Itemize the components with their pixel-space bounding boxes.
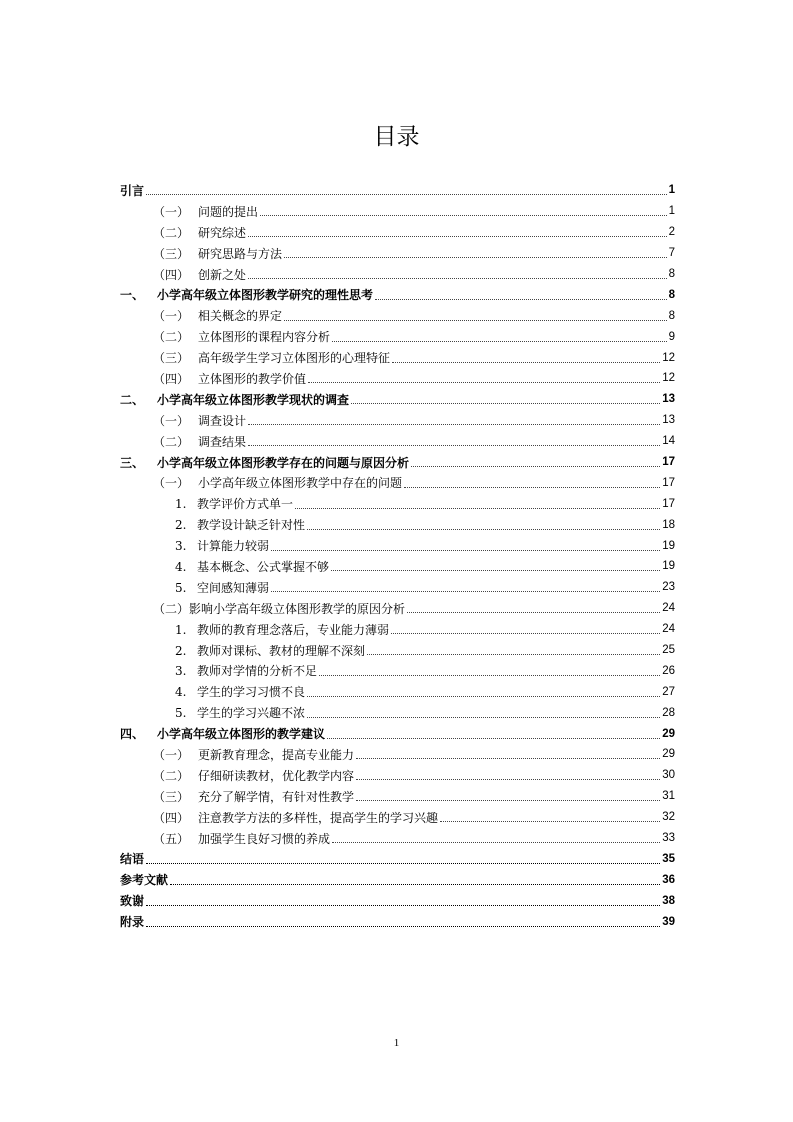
toc-entry-text: 立体图形的课程内容分析 bbox=[198, 330, 331, 345]
toc-entry-text: 加强学生良好习惯的养成 bbox=[198, 831, 331, 846]
toc-entry-text: 研究综述 bbox=[198, 225, 247, 240]
dot-leader bbox=[146, 862, 660, 864]
toc-entry-label bbox=[153, 474, 402, 491]
toc-entry-text: 学生的学习兴趣不浓 bbox=[197, 706, 306, 721]
toc-entry-label bbox=[120, 850, 144, 867]
toc-entry-number: 5. bbox=[175, 580, 187, 595]
toc-entry-label bbox=[153, 245, 282, 262]
toc-entry-page: 12 bbox=[662, 372, 675, 385]
toc-entry[interactable] bbox=[120, 514, 675, 535]
dot-leader bbox=[332, 340, 667, 342]
toc-entry-text: 教师的教育理念落后，专业能力薄弱 bbox=[197, 622, 390, 637]
toc-entry[interactable] bbox=[120, 577, 675, 598]
toc-entry-text: 影响小学高年级立体图形教学的原因分析 bbox=[189, 601, 406, 616]
dot-leader bbox=[284, 256, 667, 258]
toc-entry-text: 学生的学习习惯不良 bbox=[197, 685, 306, 700]
toc-entry-label bbox=[153, 328, 330, 345]
toc-entry-label bbox=[153, 746, 354, 763]
toc-entry[interactable] bbox=[120, 660, 675, 681]
toc-entry-page: 33 bbox=[662, 832, 675, 845]
toc-entry-text: 高年级学生学习立体图形的心理特征 bbox=[198, 351, 391, 366]
toc-entry-page: 32 bbox=[662, 811, 675, 824]
toc-entry-text: 结语 bbox=[120, 852, 145, 867]
toc-entry[interactable] bbox=[120, 452, 675, 473]
toc-entry-label bbox=[120, 286, 373, 303]
dot-leader bbox=[440, 820, 660, 822]
toc-entry-page: 39 bbox=[662, 915, 675, 928]
toc-entry-text: 立体图形的教学价值 bbox=[198, 371, 307, 386]
toc-entry-label bbox=[175, 495, 293, 512]
toc-entry-number: （二） bbox=[153, 225, 190, 240]
toc-entry[interactable] bbox=[120, 493, 675, 514]
toc-entry-label bbox=[153, 788, 354, 805]
toc-entry-text: 教学设计缺乏针对性 bbox=[197, 518, 306, 533]
toc-entry-page: 24 bbox=[662, 623, 675, 636]
toc-entry-label bbox=[175, 516, 305, 533]
toc-entry-page: 17 bbox=[662, 497, 675, 510]
toc-entry-number: （四） bbox=[153, 267, 190, 282]
toc-entry[interactable] bbox=[120, 326, 675, 347]
toc-entry[interactable] bbox=[120, 201, 675, 222]
toc-entry-page: 9 bbox=[668, 330, 675, 343]
toc-entry-page: 14 bbox=[662, 435, 675, 448]
toc-entry-text: 充分了解学情，有针对性教学 bbox=[198, 789, 355, 804]
toc-entry-text: 研究思路与方法 bbox=[198, 246, 283, 261]
toc-entry-number: （四） bbox=[153, 810, 190, 825]
toc-entry-label bbox=[175, 558, 329, 575]
toc-entry-label bbox=[120, 892, 144, 909]
toc-entry-text: 调查结果 bbox=[198, 434, 247, 449]
toc-entry-text: 计算能力较弱 bbox=[197, 539, 270, 554]
dot-leader bbox=[248, 444, 660, 446]
toc-entry-number: 3. bbox=[175, 539, 187, 554]
toc-entry-number: （五） bbox=[153, 831, 190, 846]
toc-entry[interactable] bbox=[120, 305, 675, 326]
dot-leader bbox=[308, 381, 660, 383]
toc-entry-page: 30 bbox=[662, 769, 675, 782]
toc-entry-page: 13 bbox=[662, 393, 675, 406]
toc-entry-number: （二） bbox=[153, 330, 190, 345]
toc-entry-text: 小学高年级立体图形的教学建议 bbox=[157, 727, 326, 742]
toc-entry[interactable] bbox=[120, 849, 675, 870]
dot-leader bbox=[307, 695, 660, 697]
toc-entry[interactable] bbox=[120, 702, 675, 723]
toc-entry-label bbox=[120, 391, 349, 408]
toc-entry[interactable] bbox=[120, 828, 675, 849]
dot-leader bbox=[331, 569, 660, 571]
toc-entry-number: （四） bbox=[153, 371, 190, 386]
toc-entry-number: （一） bbox=[153, 476, 190, 491]
toc-entry-text: 致谢 bbox=[120, 894, 145, 909]
toc-entry[interactable] bbox=[120, 347, 675, 368]
toc-entry-page: 13 bbox=[662, 414, 675, 427]
toc-entry[interactable] bbox=[120, 869, 675, 890]
toc-entry-text: 相关概念的界定 bbox=[198, 309, 283, 324]
toc-entry-label bbox=[153, 412, 246, 429]
toc-entry-text: 引言 bbox=[120, 183, 145, 198]
toc-entry-text: 仔细研读教材，优化教学内容 bbox=[198, 768, 355, 783]
toc-entry-label bbox=[153, 767, 354, 784]
toc-entry-page: 24 bbox=[662, 602, 675, 615]
toc-entry-number: （三） bbox=[153, 246, 190, 261]
toc-entry-page: 29 bbox=[662, 748, 675, 761]
toc-entry[interactable] bbox=[120, 744, 675, 765]
toc-entry-label bbox=[153, 370, 306, 387]
toc-entry-label bbox=[153, 349, 390, 366]
toc-entry[interactable] bbox=[120, 410, 675, 431]
dot-leader bbox=[407, 611, 660, 613]
page-number: 1 bbox=[393, 1037, 400, 1049]
toc-entry-label bbox=[120, 182, 144, 199]
toc-entry-number: （二） bbox=[153, 768, 190, 783]
dot-leader bbox=[411, 465, 660, 467]
dot-leader bbox=[260, 214, 667, 216]
toc-entry-label bbox=[175, 642, 365, 659]
toc-entry[interactable] bbox=[120, 243, 675, 264]
dot-leader bbox=[356, 778, 660, 780]
toc-entry-page: 31 bbox=[662, 790, 675, 803]
toc-entry-number: （二） bbox=[153, 434, 190, 449]
toc-entry-label bbox=[153, 266, 246, 283]
dot-leader bbox=[146, 925, 660, 927]
toc-entry-label bbox=[175, 579, 269, 596]
toc-entry-text: 参考文献 bbox=[120, 873, 169, 888]
toc-entry[interactable] bbox=[120, 786, 675, 807]
toc-entry-number: 一、 bbox=[120, 288, 145, 303]
toc-entry-text: 空间感知薄弱 bbox=[197, 580, 270, 595]
toc-entry-page: 38 bbox=[662, 894, 675, 907]
toc-entry-text: 调查设计 bbox=[198, 413, 247, 428]
toc-entry-page: 23 bbox=[662, 581, 675, 594]
dot-leader bbox=[356, 799, 660, 801]
dot-leader bbox=[327, 737, 660, 739]
toc-entry-page: 19 bbox=[662, 539, 675, 552]
toc-entry-number: 2. bbox=[175, 518, 187, 533]
dot-leader bbox=[146, 904, 660, 906]
toc-entry[interactable] bbox=[120, 556, 675, 577]
toc-entry-label bbox=[175, 683, 305, 700]
toc-entry-label bbox=[175, 537, 269, 554]
toc-entry-number: 4. bbox=[175, 559, 187, 574]
toc-entry-label bbox=[175, 704, 305, 721]
toc-entry-page: 1 bbox=[668, 184, 675, 197]
toc-entry-number: （一） bbox=[153, 747, 190, 762]
dot-leader bbox=[248, 423, 660, 425]
dot-leader bbox=[271, 549, 660, 551]
toc-entry-page: 25 bbox=[662, 644, 675, 657]
toc-entry-text: 创新之处 bbox=[198, 267, 247, 282]
toc-entry-page: 26 bbox=[662, 664, 675, 677]
toc-entry[interactable] bbox=[120, 890, 675, 911]
toc-entry-text: 小学高年级立体图形教学中存在的问题 bbox=[198, 476, 403, 491]
toc-entry-page: 2 bbox=[668, 226, 675, 239]
dot-leader bbox=[351, 402, 660, 404]
dot-leader bbox=[271, 590, 660, 592]
toc-entry[interactable] bbox=[120, 264, 675, 285]
toc-entry-number: （三） bbox=[153, 789, 190, 804]
toc-entry[interactable] bbox=[120, 431, 675, 452]
toc-entry-text: 基本概念、公式掌握不够 bbox=[197, 559, 330, 574]
toc-entry-label bbox=[153, 809, 438, 826]
toc-entry[interactable] bbox=[120, 911, 675, 932]
toc-entry[interactable] bbox=[120, 681, 675, 702]
toc-entry[interactable] bbox=[120, 765, 675, 786]
toc-entry-text: 教师对学情的分析不足 bbox=[197, 664, 318, 679]
dot-leader bbox=[391, 632, 660, 634]
toc-entry[interactable] bbox=[120, 535, 675, 556]
toc-entry-label bbox=[120, 454, 409, 471]
toc-entry-label bbox=[153, 830, 330, 847]
toc-entry-page: 17 bbox=[662, 456, 675, 469]
toc-entry-label bbox=[153, 600, 405, 617]
toc-entry-text: 小学高年级立体图形教学存在的问题与原因分析 bbox=[157, 455, 410, 470]
dot-leader bbox=[146, 193, 667, 195]
dot-leader bbox=[170, 883, 660, 885]
toc-entry[interactable] bbox=[120, 284, 675, 305]
toc-entry-page: 12 bbox=[662, 351, 675, 364]
toc-entry-text: 小学高年级立体图形教学研究的理性思考 bbox=[157, 288, 374, 303]
toc-entry-number: 5. bbox=[175, 706, 187, 721]
dot-leader bbox=[375, 298, 667, 300]
dot-leader bbox=[307, 528, 660, 530]
toc-entry-text: 教学评价方式单一 bbox=[197, 497, 294, 512]
toc-entry-label bbox=[153, 203, 258, 220]
toc-entry-page: 8 bbox=[668, 268, 675, 280]
toc-entry-text: 教师对课标、教材的理解不深刻 bbox=[197, 643, 366, 658]
toc-entry[interactable] bbox=[120, 368, 675, 389]
toc-entry-page: 18 bbox=[662, 518, 675, 531]
toc-entry[interactable] bbox=[120, 180, 675, 201]
toc-entry-page: 29 bbox=[662, 727, 675, 740]
toc-entry-number: 1. bbox=[175, 622, 187, 637]
toc-entry-text: 小学高年级立体图形教学现状的调查 bbox=[157, 392, 350, 407]
toc-entry-page: 36 bbox=[662, 873, 675, 886]
toc-entry-label bbox=[175, 662, 317, 679]
toc-entry-number: （二） bbox=[153, 601, 190, 616]
toc-entry-label bbox=[153, 307, 282, 324]
toc-entry[interactable] bbox=[120, 389, 675, 410]
toc-entry-label bbox=[153, 433, 246, 450]
toc-entry[interactable] bbox=[120, 723, 675, 744]
toc-entry[interactable] bbox=[120, 472, 675, 493]
dot-leader bbox=[307, 716, 660, 718]
toc-entry-page: 27 bbox=[662, 685, 675, 698]
dot-leader bbox=[295, 507, 660, 509]
toc-entry-page: 7 bbox=[668, 247, 675, 260]
toc-entry-page: 28 bbox=[662, 706, 675, 719]
dot-leader bbox=[367, 653, 660, 655]
toc-entry-number: 二、 bbox=[120, 392, 145, 407]
dot-leader bbox=[392, 361, 660, 363]
toc-entry-page: 1 bbox=[668, 205, 675, 218]
toc-entry-number: 2. bbox=[175, 643, 187, 658]
toc-entry[interactable] bbox=[120, 640, 675, 661]
dot-leader bbox=[356, 757, 660, 759]
toc-entry-label bbox=[120, 913, 144, 930]
dot-leader bbox=[248, 277, 667, 279]
toc-entry[interactable] bbox=[120, 619, 675, 640]
toc-entry-text: 更新教育理念，提高专业能力 bbox=[198, 747, 355, 762]
dot-leader bbox=[248, 235, 667, 237]
dot-leader bbox=[284, 319, 667, 321]
toc-entry-number: 四、 bbox=[120, 727, 145, 742]
toc-entry[interactable] bbox=[120, 807, 675, 828]
toc-entry-number: （一） bbox=[153, 309, 190, 324]
toc-entry-label bbox=[120, 871, 168, 888]
toc-entry-number: 三、 bbox=[120, 455, 145, 470]
toc-entry-number: 3. bbox=[175, 664, 187, 679]
toc-title: 目录 bbox=[373, 124, 420, 150]
toc-entry-label bbox=[153, 224, 246, 241]
table-of-contents bbox=[120, 180, 675, 932]
toc-entry[interactable] bbox=[120, 222, 675, 243]
toc-entry-page: 35 bbox=[662, 852, 675, 865]
dot-leader bbox=[319, 674, 660, 676]
dot-leader bbox=[332, 841, 660, 843]
toc-entry-label bbox=[120, 725, 325, 742]
toc-entry-number: （一） bbox=[153, 413, 190, 428]
toc-entry-text: 问题的提出 bbox=[198, 204, 259, 219]
toc-entry-text: 附录 bbox=[120, 915, 145, 930]
toc-entry-page: 17 bbox=[662, 476, 675, 489]
dot-leader bbox=[404, 486, 660, 488]
toc-entry-number: （一） bbox=[153, 204, 190, 219]
toc-entry-page: 8 bbox=[668, 309, 675, 322]
toc-entry-page: 8 bbox=[668, 288, 675, 301]
toc-entry[interactable] bbox=[120, 598, 675, 619]
toc-entry-number: （三） bbox=[153, 351, 190, 366]
toc-entry-number: 4. bbox=[175, 685, 187, 700]
toc-entry-text: 注意教学方法的多样性，提高学生的学习兴趣 bbox=[198, 810, 439, 825]
toc-entry-page: 19 bbox=[662, 560, 675, 573]
toc-entry-label bbox=[175, 621, 389, 638]
toc-entry-number: 1. bbox=[175, 497, 187, 512]
